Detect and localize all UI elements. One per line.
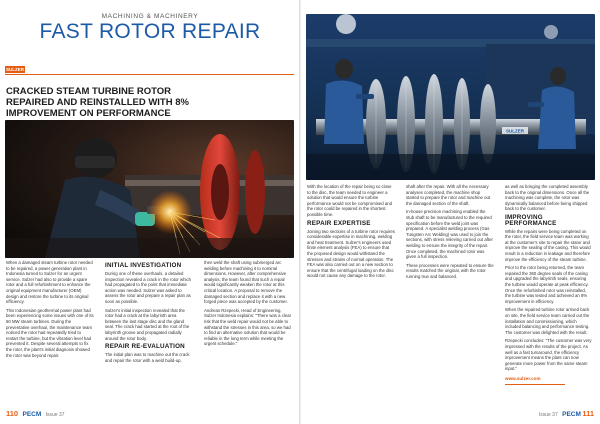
sulzer-logo: SULZER [506, 128, 524, 134]
footer-left [6, 409, 65, 418]
left-column-2 [105, 260, 193, 367]
brand-rule [5, 74, 294, 75]
footer-right [536, 409, 594, 418]
website-rule [505, 384, 565, 385]
paragraph: then weld the shaft using submerged arc welding before machining it to nominal dimensions. However, after comprehensive analysis, the team found that such a repair would significantly weaken the rotor at this critical location. A proposal to remove the damaged section and replace it with a new forged piece was accepted by the customer. [204, 260, 288, 305]
page-number: 111 [582, 409, 594, 418]
page-headline: FAST ROTOR REPAIR [39, 20, 261, 43]
photo-technicians-at-lathe [306, 14, 595, 180]
paragraph: Rzepecki concludes: "The customer was very impressed with the results of the project. As well as a fast turnaround, the efficiency improvement means the plant can now generate more power from the same steam input." [505, 338, 592, 372]
paragraph: Joining two sections of a turbine rotor requires considerable expertise in machining, welding and heat treatment. Sulzer's engineers used finite element analysis (FEA) to ensure that the proposed design would withstand the stresses and strains of normal operation. The FEA was also carried out on a new section to ensure that the centrifugal loading on the disc would not cause any damage to the rotor. [307, 228, 395, 279]
paragraph: as well as bringing the completed assembly back to the original dimensions. Once all the machining was complete, the rotor was dynamically balanced before being shipped back to the customer. [505, 184, 590, 212]
page-gutter [299, 0, 301, 424]
paragraph: When the repaired turbine rotor arrived back on site, the field service team carried out the installation and commissioning, which included balancing and performance testing. The customer was delighted with the result. [505, 307, 590, 335]
paragraph: During one of these overhauls, a detailed inspection revealed a crack in the rotor which had propagated to the point that immediate action was needed. Sulzer was asked to assess the rotor and prepare a repair plan as soon as possible. [105, 271, 191, 305]
right-column-2 [406, 184, 494, 283]
paragraph: shaft after the repair. With all the necessary analyses completed, the machine shop started to prepare the rotor and machine out the damaged section of the shaft. [406, 184, 491, 206]
paragraph: The initial plan was to machine out the crack and repair the rotor with a weld build-up. [105, 352, 190, 363]
left-column-1 [6, 260, 94, 361]
subheading: REPAIR RE-EVALUATION [105, 343, 185, 351]
subheading: INITIAL INVESTIGATION [105, 262, 182, 269]
right-column-1 [307, 184, 395, 282]
paragraph: In-house precision machining enabled the stub shaft to be manufactured to the required specification before the weld joint was prepared. A specialist welding process (Gas Tungsten Arc Welding) was used to join the sections, with stress relieving carried out after welding to ensure the integrity of the repair. Once completed, the machined rotor was given a full inspection. [406, 209, 493, 260]
subheading: REPAIR EXPERTISE [307, 219, 371, 227]
right-column-3 [505, 184, 593, 384]
magazine-name: PECM [22, 411, 42, 418]
issue-number: Issue 37 [538, 412, 558, 418]
paragraph: Sulzer's initial inspection revealed that the rotor had a crack at the labyrinth area between the last stage disc and the gland seal. The crack had started at the root of the labyrinth groove and propagated radially around the rotor body. [105, 307, 190, 341]
magazine-name: PECM [562, 411, 581, 418]
paragraph: With the location of the repair being so close to the disc, the team needed to engineer a solution that would ensure the turbine performance would not be compromised and the rotor could be repaired in the shortest possible time. [307, 184, 393, 217]
article-title-line: IMPROVEMENT ON PERFORMANCE [6, 108, 171, 119]
left-column-3 [204, 260, 292, 350]
issue-number: Issue 37 [45, 412, 65, 418]
article-title-line: REPAIRED AND REINSTALLED WITH 8% [6, 97, 189, 108]
article-title [6, 86, 286, 119]
paragraph: While the repairs were being completed on the rotor, the field service team was working at the customer's site to repair the stator and improve the sealing of the casing. This would result in a reduction in leakage and therefore improve the efficiency of the steam turbine. [505, 228, 591, 262]
subheading: IMPROVING PERFORMANCE [505, 213, 557, 227]
page-number: 110 [6, 409, 19, 418]
photo-worker-grinding-rotor [5, 120, 294, 258]
paragraph: Prior to the rotor being returned, the team repaired the 360 degree seals of the casing and upgraded the labyrinth seals, ensuring the turbine would operate at peak efficiency. Once the refurbished rotor was reinstalled, the turbine was tested and achieved an 8% improvement in efficiency. [505, 265, 589, 304]
paragraph: These processes were repeated to ensure the results matched the original, with the rotor running true and balanced. [406, 262, 494, 279]
brand-tag: SULZER [6, 67, 24, 72]
paragraph: When a damaged steam turbine rotor needed to be repaired, a power generation plant in Indonesia turned to Sulzer for an urgent service. Sulzer had also to provide a spare rotor and a full refurbishment to enhance the original equipment manufacturer (OEM) design and restore the turbine to its original efficiency. [6, 260, 93, 305]
website-link[interactable]: www.sulzer.com [505, 375, 541, 381]
section-label: MACHINING & MACHINERY [101, 13, 199, 20]
article-title-line: CRACKED STEAM TURBINE ROTOR [6, 86, 172, 97]
paragraph: Andreas Rzepecki, Head of Engineering, Sulzer Indonesia explains: "There was a clear risk that the weld repair would not be able to withstand the stresses in this area, so we had to find an alternative solution that would be reliable in the long term while meeting the urgent schedule." [204, 307, 292, 347]
paragraph: This Indonesian geothermal power plant had been experiencing some issues with one of its 60 MW steam turbines. During the preventative overhaul, the maintenance team noticed the rotor had repeatedly tried to restart the turbine, but the vibration level had prevented it. Despite several attempts to fix the rotor, the plant's initial diagnosis showed the rotor was beyond repair. [6, 307, 94, 358]
